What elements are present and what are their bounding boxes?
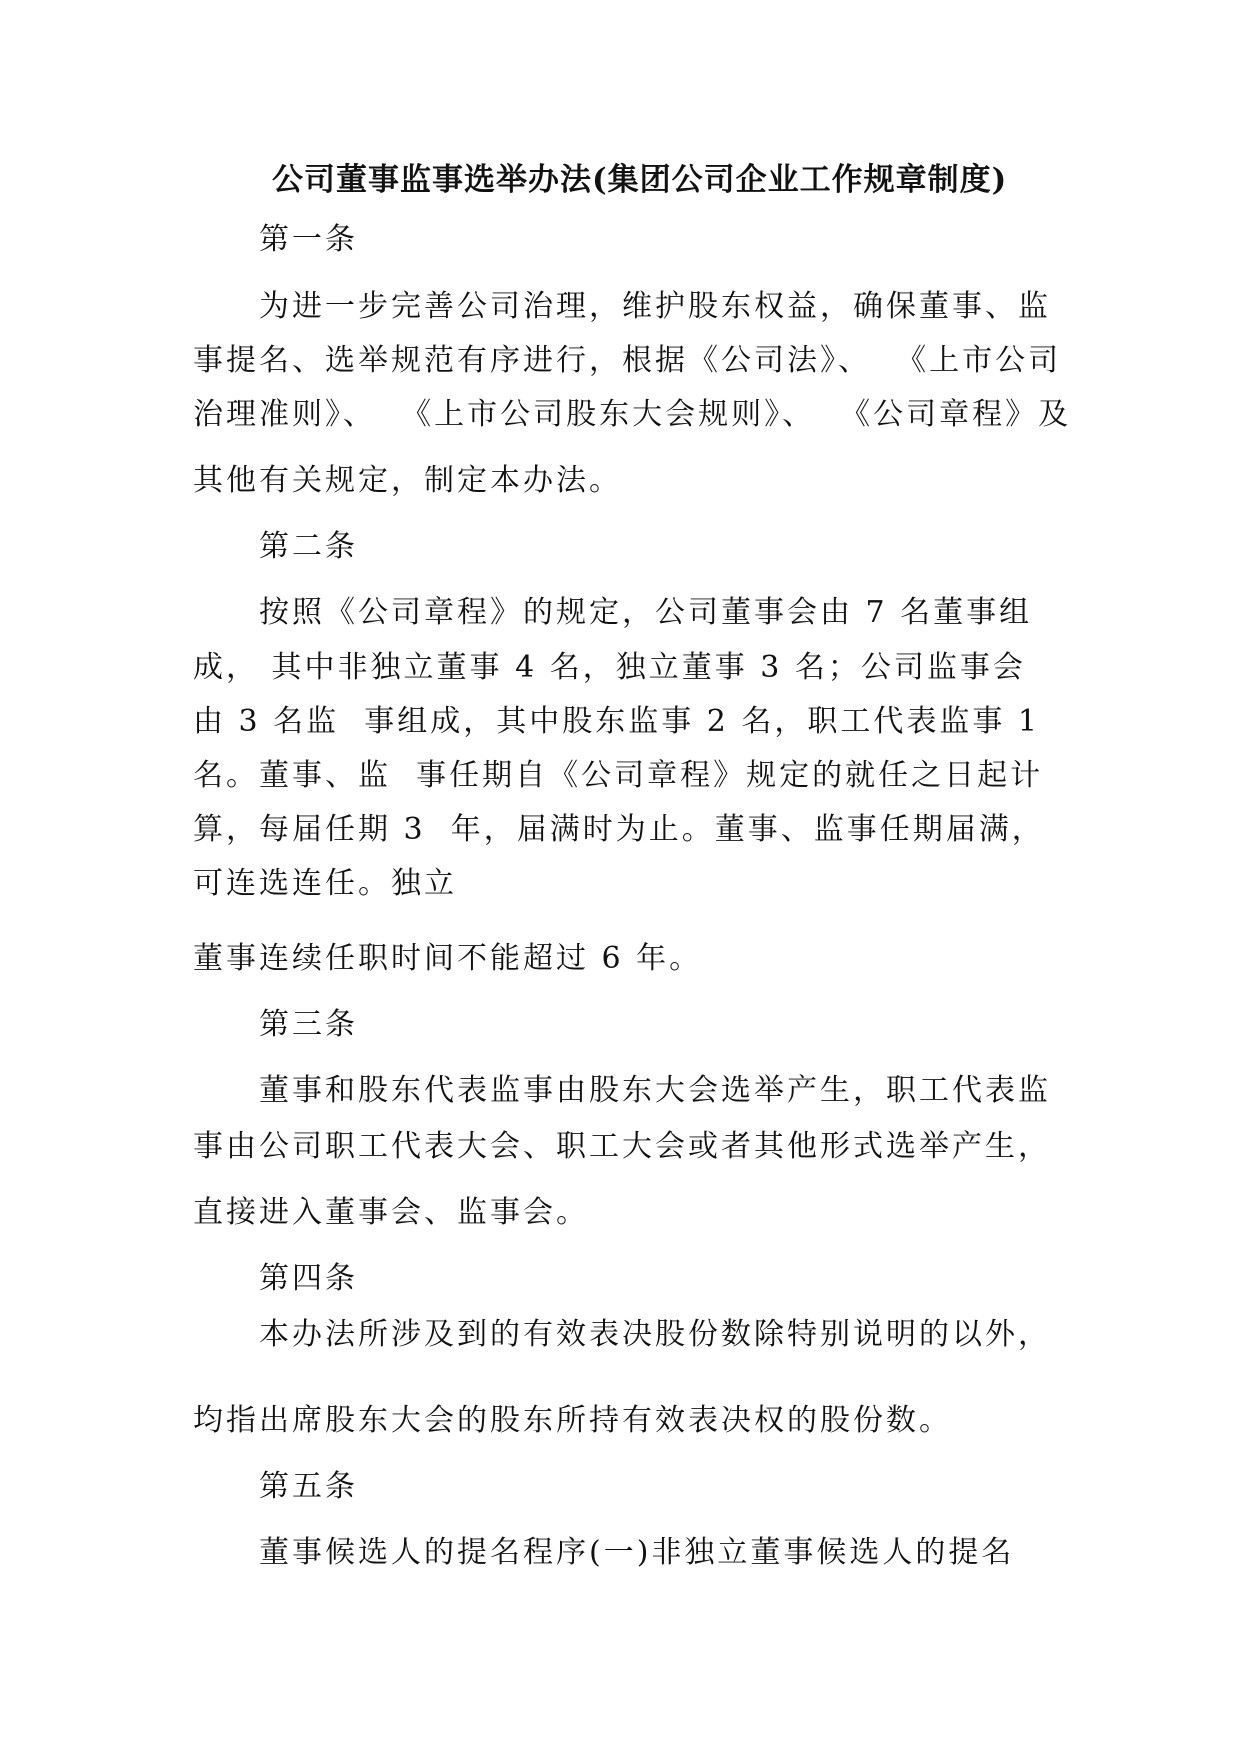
paragraph-line: 名。董事、监 事任期自《公司章程》规定的就任之日起计	[193, 758, 1044, 793]
paragraph-line: 均指出席股东大会的股东所持有效表决权的股份数。	[193, 1403, 952, 1438]
paragraph-line: 算，每届任期 3 年，届满时为止。董事、监事任期届满，	[193, 812, 1045, 847]
article-1-heading: 第一条	[259, 222, 358, 257]
paragraph-line: 其他有关规定，制定本办法。	[193, 463, 622, 498]
article-3-heading: 第三条	[259, 1007, 358, 1042]
paragraph-line: 由 3 名监 事组成，其中股东监事 2 名，职工代表监事 1	[193, 704, 1041, 739]
paragraph-line: 事提名、选举规范有序进行，根据《公司法》、 《上市公司	[193, 343, 1062, 378]
paragraph-line: 董事连续任职时间不能超过 6 年。	[193, 941, 703, 976]
paragraph-line: 治理准则》、 《上市公司股东大会规则》、 《公司章程》及	[193, 397, 1072, 432]
paragraph-line: 成， 其中非独立董事 4 名，独立董事 3 名；公司监事会	[193, 650, 1026, 685]
paragraph-line: 本办法所涉及到的有效表决股份数除特别说明的以外，	[259, 1317, 1051, 1352]
document-title: 公司董事监事选举办法(集团公司企业工作规章制度)	[272, 162, 1008, 198]
paragraph-line: 可连选连任。独立	[193, 866, 457, 901]
paragraph-line: 董事和股东代表监事由股东大会选举产生，职工代表监	[259, 1073, 1051, 1108]
article-4-heading: 第四条	[259, 1261, 358, 1296]
paragraph-line: 按照《公司章程》的规定，公司董事会由 7 名董事组	[259, 595, 1033, 630]
paragraph-line: 董事候选人的提名程序(一)非独立董事候选人的提名	[259, 1535, 1015, 1570]
paragraph-line: 为进一步完善公司治理，维护股东权益，确保董事、监	[259, 289, 1051, 324]
article-2-heading: 第二条	[259, 529, 358, 564]
paragraph-line: 事由公司职工代表大会、职工大会或者其他形式选举产生，	[193, 1129, 1051, 1164]
paragraph-line: 直接进入董事会、监事会。	[193, 1195, 589, 1230]
article-5-heading: 第五条	[259, 1469, 358, 1504]
